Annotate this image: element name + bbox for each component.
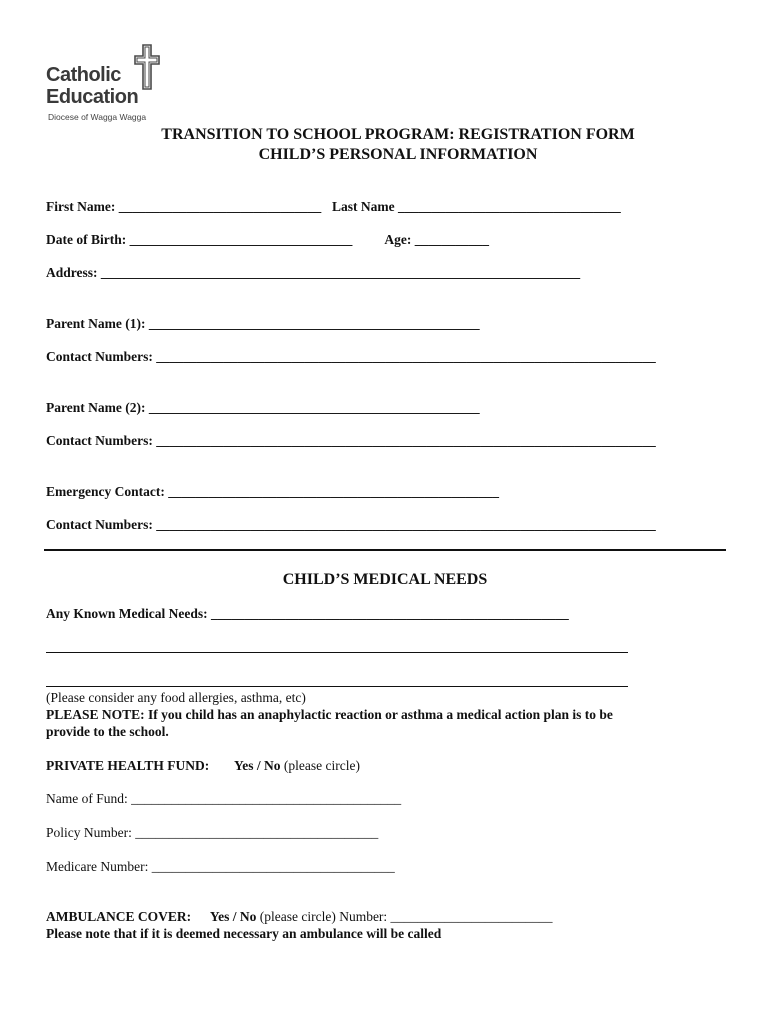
health-fund-circle-hint: (please circle) [283, 758, 360, 773]
ambulance-cover-row[interactable] [46, 909, 553, 925]
allergies-hint: (Please consider any food allergies, asthma, etc) [46, 690, 306, 705]
medical-needs-title: CHILD’S MEDICAL NEEDS [282, 571, 488, 588]
health-fund-label: PRIVATE HEALTH FUND: [46, 758, 210, 773]
medicare-number-field[interactable]: Medicare Number: ____________________________________ [46, 859, 395, 874]
last-name-label: Last Name _________________________________ [331, 199, 621, 214]
note-line-2: provide to the school. [46, 724, 169, 739]
catholic-education-logo [46, 44, 176, 126]
known-medical-needs-field[interactable]: Any Known Medical Needs: _____________________________________________________ [46, 606, 569, 621]
emergency-contact-field[interactable]: Emergency Contact: _________________________________________________ [46, 484, 499, 499]
private-health-fund-row[interactable] [46, 758, 360, 774]
ambulance-yes-no[interactable]: Yes / No [209, 909, 257, 924]
logo-line-education: Education [46, 86, 139, 108]
dob-age-row[interactable] [46, 232, 489, 248]
fund-name-field[interactable]: Name of Fund: ________________________________________ [46, 791, 402, 806]
ambulance-note: Please note that if it is deemed necessary an ambulance will be called [46, 926, 442, 941]
logo-subtitle: Diocese of Wagga Wagga [48, 112, 147, 122]
ambulance-cover-label: AMBULANCE COVER: [46, 909, 192, 924]
form-title: TRANSITION TO SCHOOL PROGRAM: REGISTRATION FORM [161, 126, 635, 143]
health-fund-yes-no[interactable]: Yes / No [234, 758, 281, 773]
parent-name-2-field[interactable]: Parent Name (2): _________________________________________________ [46, 400, 480, 415]
parent-name-1-field[interactable]: Parent Name (1): _________________________________________________ [46, 316, 480, 331]
policy-number-field[interactable]: Policy Number: ____________________________________ [46, 825, 379, 840]
age-field[interactable]: Age: ___________ [384, 232, 489, 247]
contact-numbers-2-field[interactable]: Contact Numbers: __________________________________________________________________________ [46, 433, 656, 448]
medical-needs-line-3[interactable] [46, 686, 628, 687]
contact-numbers-3-field[interactable]: Contact Numbers: __________________________________________________________________________ [46, 517, 656, 532]
medical-needs-line-2[interactable] [46, 652, 628, 653]
cross-icon [134, 44, 160, 90]
form-subtitle: CHILD’S PERSONAL INFORMATION [258, 146, 538, 163]
ambulance-number-field[interactable]: (please circle) Number: ________________________ [259, 909, 553, 924]
section-divider [44, 549, 726, 551]
first-name-label: First Name: ______________________________ [46, 199, 322, 214]
note-line-1: PLEASE NOTE: If you child has an anaphylactic reaction or asthma a medical action plan is to be [46, 707, 613, 722]
contact-numbers-1-field[interactable]: Contact Numbers: __________________________________________________________________________ [46, 349, 656, 364]
address-field[interactable]: Address: _______________________________________________________________________ [46, 265, 581, 280]
first-name-field[interactable] [46, 199, 621, 215]
date-of-birth-field[interactable]: Date of Birth: _________________________________ [46, 232, 353, 247]
logo-line-catholic: Catholic [46, 64, 121, 86]
